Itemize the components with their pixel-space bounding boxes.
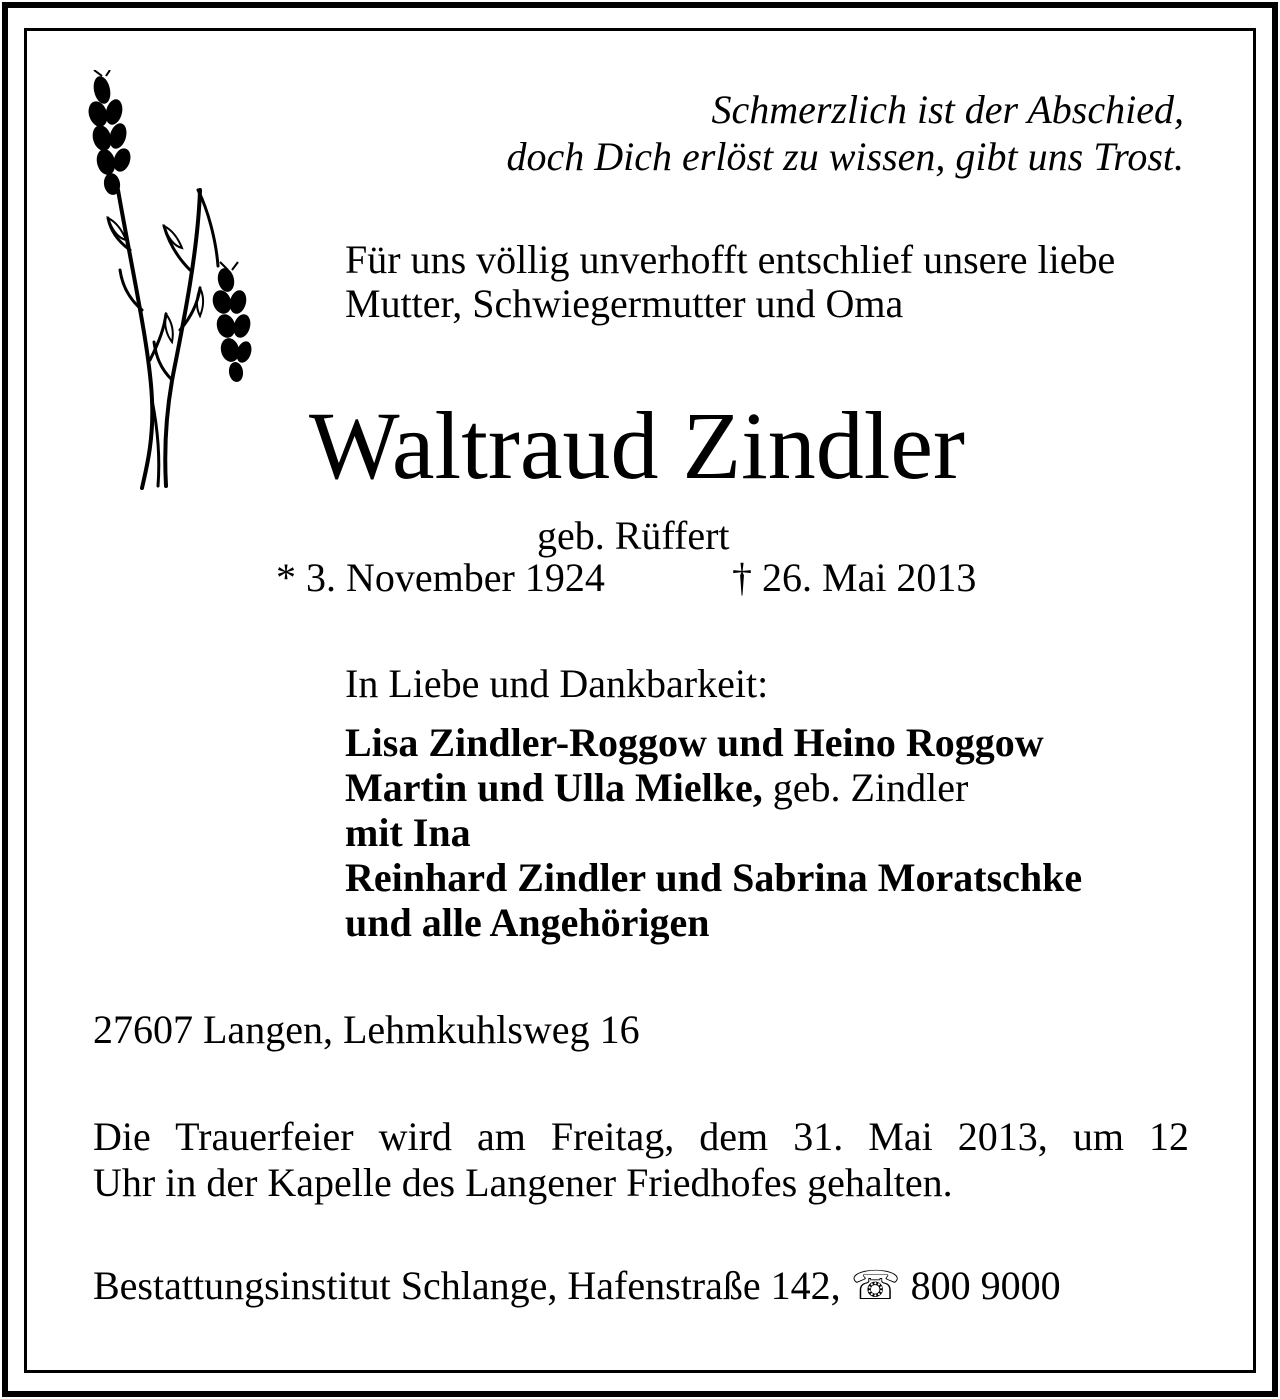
ceremony-line-2: Uhr in der Kapelle des Langener Friedhofes gehalten. xyxy=(93,1160,953,1205)
motto-line-1: Schmerzlich ist der Abschied, xyxy=(711,87,1184,132)
deceased-name-row xyxy=(0,390,1280,502)
mourner-line: Lisa Zindler-Roggow und Heino Roggow xyxy=(345,720,1044,765)
mourner-line: Reinhard Zindler und Sabrina Moratschke xyxy=(345,855,1083,900)
motto xyxy=(507,86,1184,180)
intro-line-2: Mutter, Schwiegermutter und Oma xyxy=(345,281,904,326)
ceremony-info xyxy=(93,1114,1189,1206)
motto-line-2: doch Dich erlöst zu wissen, gibt uns Trost. xyxy=(506,134,1184,179)
deceased-name: Waltraud Zindler xyxy=(308,392,965,499)
death-date: † 26. Mai 2013 xyxy=(732,555,977,600)
mourner-line: und alle Angehörigen xyxy=(345,900,710,945)
funeral-home: Bestattungsinstitut Schlange, Hafenstraße 142, ☏ 800 9000 xyxy=(93,1263,1061,1308)
ceremony-line-1: Die Trauerfeier wird am Freitag, dem 31. Mai 2013, um 12 xyxy=(93,1114,1189,1159)
intro-line-1: Für uns völlig unverhofft entschlief unsere liebe xyxy=(345,237,1116,282)
mourners-intro: In Liebe und Dankbarkeit: xyxy=(345,661,769,706)
mourners-list xyxy=(345,720,1082,945)
mourner-line: mit Ina xyxy=(345,810,471,855)
mourner-line: Martin und Ulla Mielke, geb. Zindler xyxy=(345,765,969,810)
intro-text xyxy=(345,238,1115,326)
birth-date: * 3. November 1924 xyxy=(276,555,605,600)
born-name: geb. Rüffert xyxy=(537,513,730,558)
address: 27607 Langen, Lehmkuhlsweg 16 xyxy=(93,1007,640,1052)
